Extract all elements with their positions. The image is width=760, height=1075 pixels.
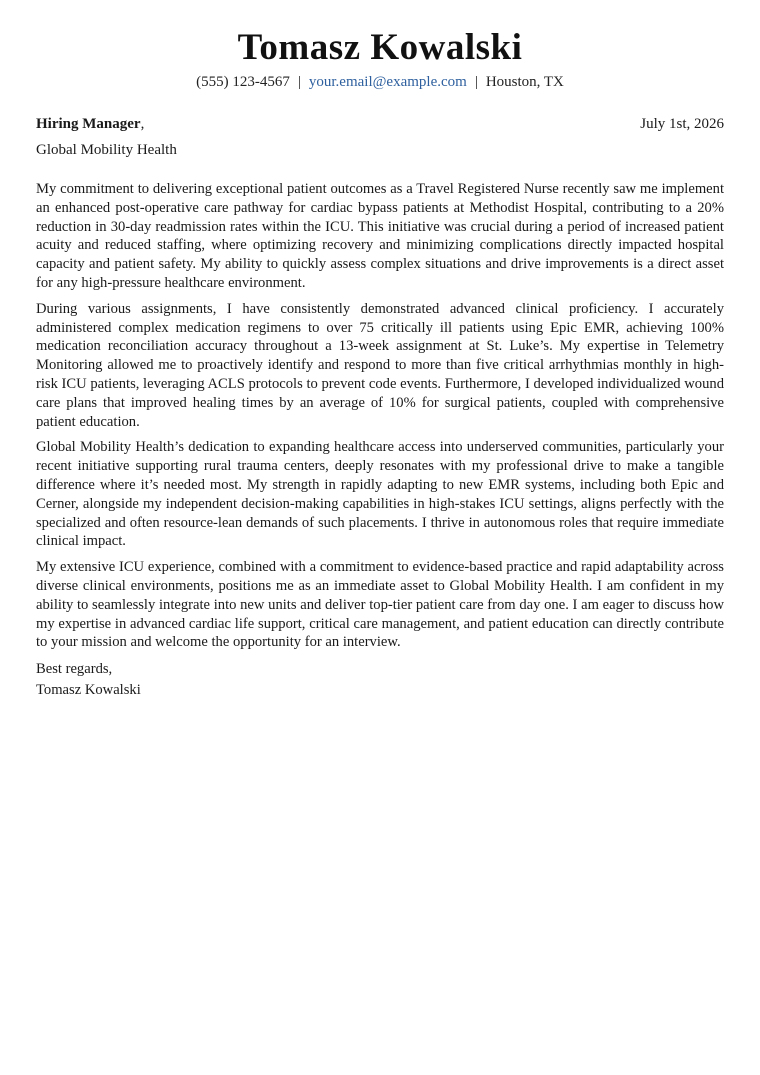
recipient-title-suffix: , — [140, 116, 145, 132]
recipient-row — [36, 114, 724, 134]
recipient-title — [36, 114, 144, 134]
closing-signature: Tomasz Kowalski — [36, 682, 141, 699]
body-paragraph-2: During various assignments, I have consistently demonstrated advanced clinical proficiency. I accurately administered complex medication regimens to over 75 critically ill patients using Epic EMR, achieving 100% medication reconciliation accuracy throughout a 13-week assignment at St. Luke’s. My expertise in Telemetry Monitoring allowed me to proactively identify and respond to more than five critical arrhythmias monthly in high-risk ICU patients, leveraging ACLS protocols to prevent code events. Furthermore, I developed individualized wound care plans that improved healing times by an average of 10% for surgical patients, coupled with comprehensive patient education. — [36, 300, 724, 430]
email-link[interactable]: your.email@example.com — [308, 74, 467, 90]
closing-salutation: Best regards, — [36, 661, 113, 678]
closing-block — [36, 659, 724, 701]
body-paragraph-3: Global Mobility Health’s dedication to expanding healthcare access into underserved communities, particularly your recent initiative supporting rural trauma centers, deeply resonates with my professional drive to make a tangible difference where it’s needed most. My strength in rapidly adapting to new EMR systems, including both Epic and Cerner, alongside my independent decision-making capabilities in high-stakes ICU settings, aligns perfectly with the specialized and often resource-lean demands of such placements. I thrive in autonomous roles that require immediate clinical impact. — [36, 439, 724, 550]
body-paragraph-4: My extensive ICU experience, combined with a commitment to evidence-based practice and rapid adaptability across diverse clinical environments, positions me as an immediate asset to Global Mobility Health. I am confident in my ability to seamlessly integrate into new units and deliver top-tier patient care from day one. I am eager to discuss how my expertise in advanced cardiac life support, critical care management, and patient education can directly contribute to your mission and welcome the opportunity for an interview. — [36, 559, 724, 651]
letter-body — [36, 180, 724, 701]
applicant-name: Tomasz Kowalski — [237, 27, 523, 68]
contact-line — [36, 72, 724, 92]
contact-separator: | — [474, 74, 478, 90]
location: Houston, TX — [485, 74, 564, 90]
recipient-title-text: Hiring Manager — [36, 116, 141, 132]
phone-number: (555) 123-4567 — [196, 74, 290, 90]
letter-date: July 1st, 2026 — [640, 116, 724, 132]
body-paragraph-1: My commitment to delivering exceptional patient outcomes as a Travel Registered Nurse recently saw me implement an enhanced post-operative care pathway for cardiac bypass patients at Methodist Hospital, contributing to a 20% reduction in 30-day readmission rates within the ICU. This initiative was crucial during a period of increased patient acuity and reduced staffing, where optimizing recovery and minimizing complications directly impacted hospital capacity and patient safety. My ability to quickly assess complex situations and drive improvements is a direct asset for any high-pressure healthcare environment. — [36, 181, 724, 291]
recipient-company: Global Mobility Health — [36, 142, 177, 158]
contact-separator: | — [297, 74, 301, 90]
